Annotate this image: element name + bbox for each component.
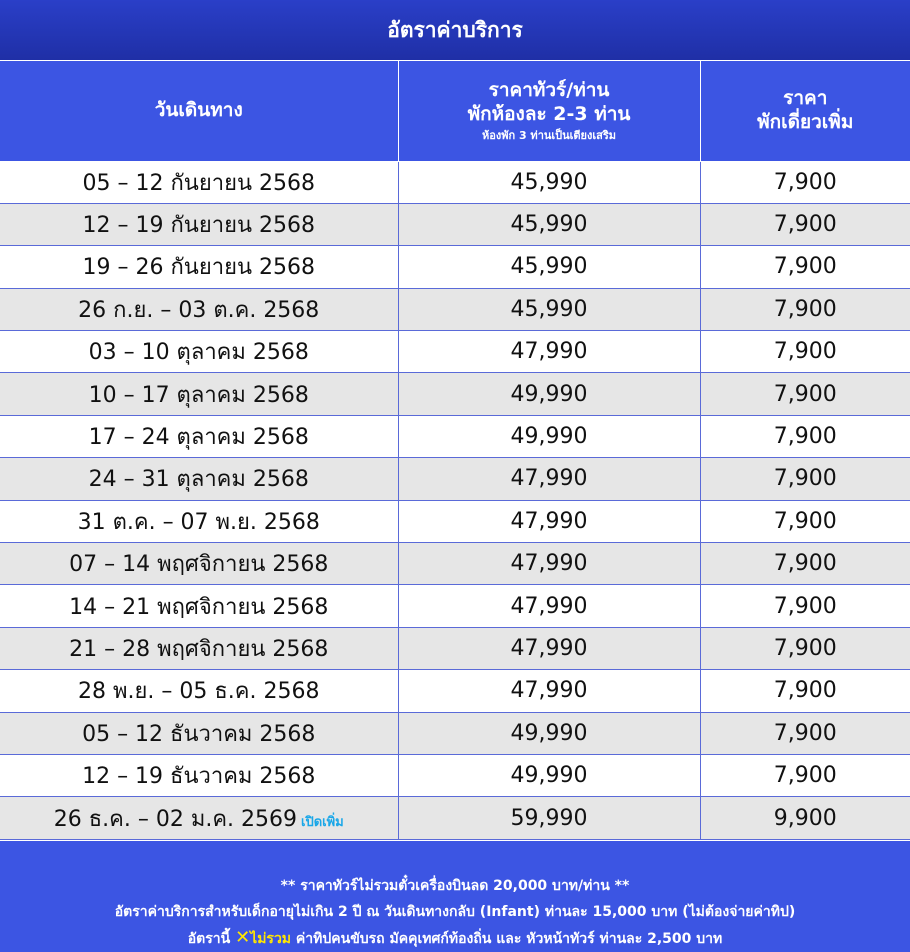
tour-price-cell: 45,990 xyxy=(398,246,700,288)
header-row xyxy=(0,61,910,161)
travel-date-cell xyxy=(0,161,398,203)
table-row xyxy=(0,246,910,288)
single-supplement-cell: 7,900 xyxy=(700,585,910,627)
tour-price-cell: 45,990 xyxy=(398,161,700,203)
travel-date-cell xyxy=(0,203,398,245)
footer-notes xyxy=(0,841,910,952)
travel-date: 14 – 21 พฤศจิกายน 2568 xyxy=(69,594,329,620)
table-row xyxy=(0,373,910,415)
tour-price-cell: 59,990 xyxy=(398,797,700,839)
footnote-tips-text: ค่าทิปคนขับรถ มัคคุเทศก์ท้องถิ่น และ หัวหน้าทัวร์ ท่านละ 2,500 บาท xyxy=(295,931,723,947)
single-supplement-cell: 7,900 xyxy=(700,754,910,796)
travel-date-cell xyxy=(0,585,398,627)
header-tour-price-line2: พักห้องละ 2-3 ท่าน xyxy=(467,102,631,125)
travel-date: 21 – 28 พฤศจิกายน 2568 xyxy=(69,636,329,662)
travel-date: 17 – 24 ตุลาคม 2568 xyxy=(88,425,309,451)
tour-price-cell: 47,990 xyxy=(398,627,700,669)
travel-date-cell xyxy=(0,373,398,415)
single-supplement-cell: 7,900 xyxy=(700,373,910,415)
tour-price-cell: 47,990 xyxy=(398,670,700,712)
table-row xyxy=(0,627,910,669)
table-row xyxy=(0,458,910,500)
travel-date-cell xyxy=(0,627,398,669)
header-travel-date-label: วันเดินทาง xyxy=(154,98,243,121)
header-travel-date xyxy=(0,61,398,161)
travel-date-cell xyxy=(0,670,398,712)
single-supplement-cell: 7,900 xyxy=(700,500,910,542)
table-row xyxy=(0,415,910,457)
single-supplement-cell: 7,900 xyxy=(700,627,910,669)
travel-date-cell xyxy=(0,797,398,839)
footnote-infant: อัตราค่าบริการสำหรับเด็กอายุไม่เกิน 2 ปี ณ วันเดินทางกลับ (Infant) ท่านละ 15,000 บาท (ไม่ต้องจ่ายค่าทิป) xyxy=(114,904,796,920)
table-title: อัตราค่าบริการ xyxy=(0,0,910,61)
travel-date: 07 – 14 พฤศจิกายน 2568 xyxy=(69,552,329,578)
tour-price-cell: 47,990 xyxy=(398,458,700,500)
single-supplement-cell: 7,900 xyxy=(700,288,910,330)
table-row xyxy=(0,712,910,754)
tour-price-cell: 47,990 xyxy=(398,500,700,542)
travel-date: 24 – 31 ตุลาคม 2568 xyxy=(88,467,309,493)
travel-date-cell xyxy=(0,288,398,330)
single-supplement-cell: 9,900 xyxy=(700,797,910,839)
header-single-line1: ราคา xyxy=(783,87,828,109)
travel-date: 19 – 26 กันยายน 2568 xyxy=(82,255,315,281)
table-row xyxy=(0,203,910,245)
tour-price-cell: 45,990 xyxy=(398,203,700,245)
single-supplement-cell: 7,900 xyxy=(700,203,910,245)
new-departure-badge: เปิดเพิ่ม xyxy=(301,814,344,830)
single-supplement-cell: 7,900 xyxy=(700,331,910,373)
table-row xyxy=(0,670,910,712)
price-table xyxy=(0,61,910,840)
single-supplement-cell: 7,900 xyxy=(700,670,910,712)
travel-date-cell xyxy=(0,415,398,457)
travel-date: 10 – 17 ตุลาคม 2568 xyxy=(88,382,309,408)
single-supplement-cell: 7,900 xyxy=(700,246,910,288)
header-tour-price-line1: ราคาทัวร์/ท่าน xyxy=(488,79,610,102)
header-single-supplement xyxy=(700,61,910,161)
travel-date: 05 – 12 กันยายน 2568 xyxy=(82,170,315,196)
travel-date-cell xyxy=(0,331,398,373)
travel-date: 12 – 19 กันยายน 2568 xyxy=(82,213,315,239)
tour-price-cell: 49,990 xyxy=(398,373,700,415)
travel-date-cell xyxy=(0,543,398,585)
x-mark-icon: ✕ xyxy=(235,927,251,948)
table-row xyxy=(0,161,910,203)
tour-price-cell: 49,990 xyxy=(398,712,700,754)
travel-date-cell xyxy=(0,458,398,500)
footnote-tips-prefix: อัตรานี้ xyxy=(187,931,231,947)
travel-date: 12 – 19 ธันวาคม 2568 xyxy=(82,764,316,790)
not-included-label: ไม่รวม xyxy=(250,931,292,947)
tour-price-cell: 45,990 xyxy=(398,288,700,330)
travel-date: 28 พ.ย. – 05 ธ.ค. 2568 xyxy=(78,679,320,705)
travel-date: 05 – 12 ธันวาคม 2568 xyxy=(82,721,316,747)
travel-date-cell xyxy=(0,754,398,796)
table-row xyxy=(0,331,910,373)
single-supplement-cell: 7,900 xyxy=(700,415,910,457)
travel-date: 26 ก.ย. – 03 ต.ค. 2568 xyxy=(78,297,320,323)
tour-price-cell: 47,990 xyxy=(398,331,700,373)
travel-date-cell xyxy=(0,500,398,542)
table-row xyxy=(0,585,910,627)
travel-date: 03 – 10 ตุลาคม 2568 xyxy=(88,340,309,366)
tour-price-cell: 49,990 xyxy=(398,415,700,457)
footnote-tips xyxy=(0,925,910,952)
footnote-airfare: ** ราคาทัวร์ไม่รวมตั๋วเครื่องบินลด 20,000 บาท/ท่าน ** xyxy=(280,878,630,894)
single-supplement-cell: 7,900 xyxy=(700,712,910,754)
table-row xyxy=(0,797,910,839)
table-row xyxy=(0,754,910,796)
tour-price-cell: 47,990 xyxy=(398,585,700,627)
single-supplement-cell: 7,900 xyxy=(700,458,910,500)
header-tour-price-note: ห้องพัก 3 ท่านเป็นเตียงเสริม xyxy=(481,128,616,142)
single-supplement-cell: 7,900 xyxy=(700,161,910,203)
tour-price-cell: 49,990 xyxy=(398,754,700,796)
header-single-line2: พักเดี่ยวเพิ่ม xyxy=(757,110,854,133)
travel-date-cell xyxy=(0,712,398,754)
table-row xyxy=(0,288,910,330)
travel-date: 31 ต.ค. – 07 พ.ย. 2568 xyxy=(77,509,320,535)
travel-date-cell xyxy=(0,246,398,288)
single-supplement-cell: 7,900 xyxy=(700,543,910,585)
table-row xyxy=(0,543,910,585)
travel-date: 26 ธ.ค. – 02 ม.ค. 2569 xyxy=(53,806,298,832)
header-tour-price xyxy=(398,61,700,161)
table-row xyxy=(0,500,910,542)
tour-price-cell: 47,990 xyxy=(398,543,700,585)
